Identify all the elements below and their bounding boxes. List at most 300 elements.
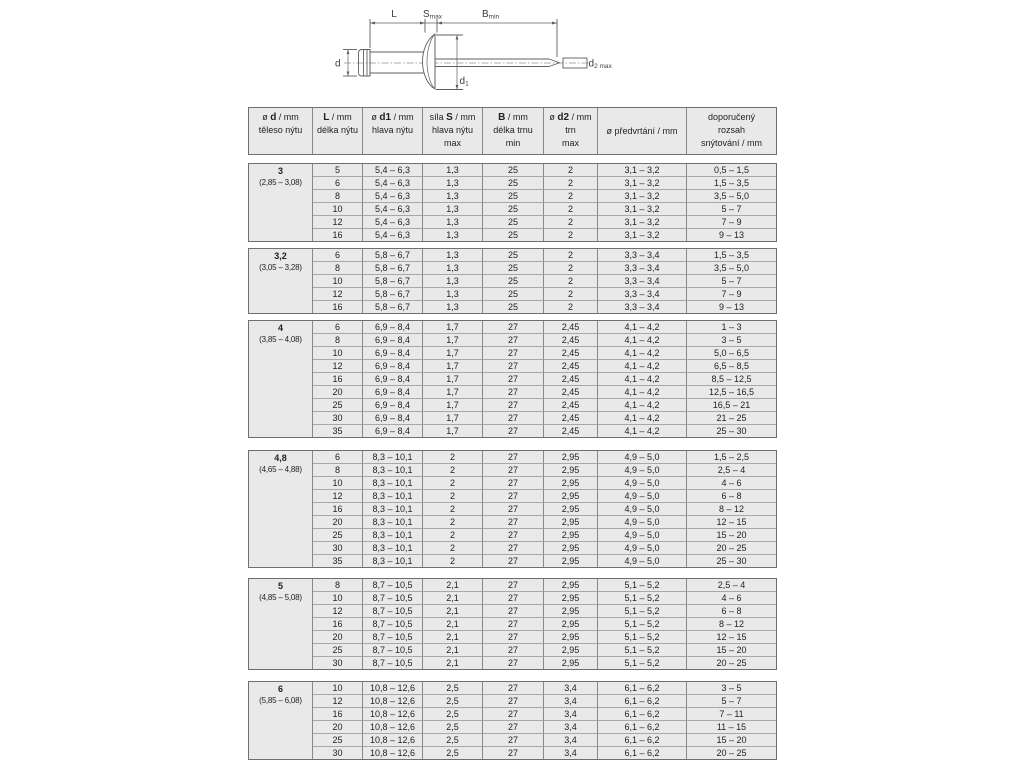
table-cell: 3,4 [544, 694, 598, 707]
size-range: (5,85 – 6,08) [259, 696, 302, 705]
header-cell-S: síla S / mm hlava nýtu max [423, 108, 483, 154]
table-cell: 1,7 [423, 321, 483, 333]
table-cell: 5,4 – 6,3 [363, 189, 423, 202]
table-cell: 8 [313, 463, 363, 476]
table-cell: 27 [483, 359, 544, 372]
table-cell: 1,3 [423, 287, 483, 300]
table-cell: 5,4 – 6,3 [363, 228, 423, 241]
table-cell: 6 [313, 176, 363, 189]
table-cell: 2 [544, 274, 598, 287]
table-cell: 27 [483, 554, 544, 567]
table-cell: 6 [313, 321, 363, 333]
table-cell: 10 [313, 476, 363, 489]
table-cell: 8 – 12 [687, 617, 776, 630]
table-cell: 1 – 3 [721, 322, 742, 332]
size-value: 4,8 [274, 453, 287, 463]
table-cell: 2 [544, 202, 598, 215]
table-cell: 1,7 [423, 385, 483, 398]
table-cell: 4,9 – 5,0 [598, 515, 687, 528]
table-cell: 4 – 6 [687, 476, 776, 489]
table-cell: 2,95 [544, 528, 598, 541]
table-cell: 21 – 25 [687, 411, 776, 424]
table-cell: 30 [313, 656, 363, 669]
table-cell: 27 [483, 463, 544, 476]
table-cell: 6,9 – 8,4 [363, 333, 423, 346]
table-cell: 3,3 – 3,4 [598, 261, 687, 274]
table-cell: 8 [313, 261, 363, 274]
table-cell: 10,8 – 12,6 [363, 682, 423, 694]
table-cell: 20 [313, 630, 363, 643]
table-cell: 5 – 7 [687, 274, 776, 287]
table-cell: 25 [313, 733, 363, 746]
table-cell: 8 – 12 [687, 502, 776, 515]
table-cell: 20 – 25 [687, 656, 776, 669]
table-cell: 20 – 25 [687, 746, 776, 759]
table-cell: 4,9 – 5,0 [598, 528, 687, 541]
table-cell: 6,9 – 8,4 [363, 359, 423, 372]
table-cell: 6,1 – 6,2 [598, 720, 687, 733]
table-cell: 27 [483, 333, 544, 346]
table-cell: 2,95 [544, 476, 598, 489]
table-cell: 2 [423, 515, 483, 528]
table-cell: 30 [313, 411, 363, 424]
table-cell: 3,5 – 5,0 [687, 261, 776, 274]
size-block [248, 163, 777, 242]
table-cell: 2 [423, 502, 483, 515]
table-cell: 1,3 [423, 189, 483, 202]
table-cell: 5,1 – 5,2 [598, 591, 687, 604]
table-cell: 4,1 – 4,2 [598, 424, 687, 437]
table-cell: 2,45 [544, 385, 598, 398]
size-range: (3,05 – 3,28) [259, 263, 302, 272]
table-cell: 30 [313, 541, 363, 554]
table-cell: 5,8 – 6,7 [363, 261, 423, 274]
table-cell: 6,9 – 8,4 [363, 385, 423, 398]
table-cell: 10,8 – 12,6 [363, 694, 423, 707]
table-cell: 27 [483, 528, 544, 541]
table-cell: 2 [544, 287, 598, 300]
size-cell [249, 579, 313, 669]
table-cell: 25 [483, 164, 544, 176]
table-cell: 20 [313, 385, 363, 398]
table-cell: 12 [313, 287, 363, 300]
table-cell: 4,9 – 5,0 [598, 554, 687, 567]
table-cell: 10,8 – 12,6 [363, 707, 423, 720]
table-cell: 6,9 – 8,4 [363, 321, 423, 333]
table-cell: 16,5 – 21 [687, 398, 776, 411]
table-cell: 2,95 [544, 579, 598, 591]
table-cell: 27 [483, 682, 544, 694]
table-cell: 3,1 – 3,2 [598, 176, 687, 189]
table-cell: 5,0 – 6,5 [687, 346, 776, 359]
table-cell: 27 [483, 707, 544, 720]
table-header [248, 107, 777, 155]
table-cell: 2,5 [423, 720, 483, 733]
table-cell: 5,8 – 6,7 [363, 274, 423, 287]
table-cell: 2 [544, 249, 598, 261]
table-cell: 5,8 – 6,7 [363, 287, 423, 300]
table-cell: 8,7 – 10,5 [363, 656, 423, 669]
table-cell: 27 [483, 502, 544, 515]
table-cell: 6,9 – 8,4 [363, 398, 423, 411]
table-cell: 8,3 – 10,1 [363, 489, 423, 502]
table-cell: 25 [313, 643, 363, 656]
table-cell: 2,95 [544, 656, 598, 669]
table-cell: 15 – 20 [687, 528, 776, 541]
table-cell: 2,95 [544, 515, 598, 528]
table-cell: 5,4 – 6,3 [363, 215, 423, 228]
table-cell: 5,8 – 6,7 [363, 249, 423, 261]
table-cell: 2,1 [423, 604, 483, 617]
table-cell: 16 [313, 300, 363, 313]
table-cell: 6,1 – 6,2 [598, 733, 687, 746]
size-value: 4 [277, 323, 283, 333]
table-cell: 5,1 – 5,2 [598, 643, 687, 656]
table-cell: 25 [483, 215, 544, 228]
table-cell: 2 [423, 463, 483, 476]
header-cell-d: ø d / mm těleso nýtu [249, 108, 313, 154]
table-cell: 7 – 9 [687, 287, 776, 300]
table-cell: 3,4 [544, 720, 598, 733]
table-cell: 6,9 – 8,4 [363, 424, 423, 437]
table-cell: 25 [313, 528, 363, 541]
table-cell: 1,7 [423, 346, 483, 359]
size-cell [249, 451, 313, 567]
table-cell: 5,1 – 5,2 [598, 579, 687, 591]
size-block [248, 681, 777, 760]
size-range: (3,85 – 4,08) [259, 335, 302, 344]
table-cell: 2,5 [423, 746, 483, 759]
rivet-drawing [343, 19, 590, 90]
table-cell: 2,45 [544, 424, 598, 437]
header-cell-rozsah: doporučený rozsah snýtování / mm [700, 112, 763, 148]
table-cell: 8,3 – 10,1 [363, 463, 423, 476]
table-cell: 2,95 [544, 541, 598, 554]
table-cell: 27 [483, 604, 544, 617]
table-cell: 1,7 [423, 411, 483, 424]
table-cell: 8,3 – 10,1 [363, 515, 423, 528]
table-cell: 2,95 [544, 604, 598, 617]
table-cell: 27 [483, 451, 544, 463]
table-cell: 2,95 [544, 591, 598, 604]
table-cell: 3,1 – 3,2 [598, 189, 687, 202]
table-cell: 2,45 [544, 398, 598, 411]
table-cell: 2,95 [544, 451, 598, 463]
table-cell: 2 [544, 228, 598, 241]
table-cell: 27 [483, 385, 544, 398]
table-cell: 2,5 [423, 707, 483, 720]
table-cell: 6,1 – 6,2 [598, 682, 687, 694]
table-cell: 11 – 15 [687, 720, 776, 733]
table-cell: 1,3 [423, 202, 483, 215]
table-cell: 2,1 [423, 617, 483, 630]
table-cell: 1,3 [423, 300, 483, 313]
table-cell: 2,45 [544, 372, 598, 385]
table-cell: 8,7 – 10,5 [363, 579, 423, 591]
table-cell: 4,9 – 5,0 [598, 489, 687, 502]
size-value: 3 [277, 166, 283, 176]
table-cell: 3,4 [544, 746, 598, 759]
table-cell: 10 [313, 274, 363, 287]
table-cell: 35 [313, 554, 363, 567]
dim-d-label: d [335, 58, 341, 70]
table-cell: 1,7 [423, 333, 483, 346]
table-cell: 3,4 [544, 707, 598, 720]
table-cell: 8,3 – 10,1 [363, 502, 423, 515]
table-cell: 27 [483, 411, 544, 424]
table-cell: 27 [483, 643, 544, 656]
table-cell: 2,95 [544, 463, 598, 476]
table-cell: 27 [483, 733, 544, 746]
table-cell: 30 [313, 746, 363, 759]
size-block [248, 320, 777, 438]
table-cell: 1,3 [423, 249, 483, 261]
table-cell: 4,9 – 5,0 [598, 502, 687, 515]
table-cell: 2,95 [544, 554, 598, 567]
table-cell: 4,1 – 4,2 [598, 321, 687, 333]
table-cell: 5,8 – 6,7 [363, 300, 423, 313]
table-cell: 9 – 13 [687, 300, 776, 313]
table-cell: 6,9 – 8,4 [363, 346, 423, 359]
table-cell: 2 [544, 176, 598, 189]
table-cell: 25 [483, 249, 544, 261]
size-cell [249, 249, 313, 313]
table-cell: 20 [313, 720, 363, 733]
table-cell: 4,9 – 5,0 [598, 476, 687, 489]
table-cell: 2 [544, 300, 598, 313]
table-cell: 5,1 – 5,2 [598, 617, 687, 630]
table-cell: 25 – 30 [687, 554, 776, 567]
table-cell: 25 [483, 228, 544, 241]
table-cell: 4,9 – 5,0 [598, 541, 687, 554]
table-cell: 2,45 [544, 321, 598, 333]
table-cell: 1,3 [423, 261, 483, 274]
table-cell: 12,5 – 16,5 [687, 385, 776, 398]
table-cell: 15 – 20 [687, 733, 776, 746]
table-cell: 4,1 – 4,2 [598, 385, 687, 398]
table-cell: 6 [313, 451, 363, 463]
table-cell: 12 [313, 604, 363, 617]
table-cell: 3,1 – 3,2 [598, 202, 687, 215]
table-cell: 27 [483, 489, 544, 502]
table-cell: 8,3 – 10,1 [363, 554, 423, 567]
table-cell: 2 [544, 164, 598, 176]
table-cell: 3,3 – 3,4 [598, 249, 687, 261]
table-cell: 2,1 [423, 630, 483, 643]
table-cell: 20 – 25 [687, 541, 776, 554]
table-cell: 4,1 – 4,2 [598, 333, 687, 346]
table-cell: 6 – 8 [687, 604, 776, 617]
table-cell: 9 – 13 [687, 228, 776, 241]
size-range: (4,85 – 5,08) [259, 593, 302, 602]
table-cell: 6,1 – 6,2 [598, 707, 687, 720]
table-cell: 16 [313, 707, 363, 720]
table-cell: 3,3 – 3,4 [598, 287, 687, 300]
table-cell: 10 [313, 682, 363, 694]
table-cell: 16 [313, 502, 363, 515]
table-cell: 2 [544, 261, 598, 274]
table-cell: 10,8 – 12,6 [363, 720, 423, 733]
table-cell: 10,8 – 12,6 [363, 733, 423, 746]
size-value: 3,2 [274, 251, 287, 261]
table-cell: 25 [483, 287, 544, 300]
table-cell: 2,1 [423, 656, 483, 669]
table-cell: 6 – 8 [687, 489, 776, 502]
table-cell: 6,1 – 6,2 [598, 746, 687, 759]
table-cell: 27 [483, 424, 544, 437]
size-cell [249, 321, 313, 437]
table-cell: 3,4 [544, 682, 598, 694]
table-cell: 3,3 – 3,4 [598, 274, 687, 287]
table-cell: 27 [483, 720, 544, 733]
table-cell: 4 – 6 [687, 591, 776, 604]
table-cell: 5 – 7 [687, 694, 776, 707]
dim-d1-label: d1 [459, 76, 469, 88]
table-cell: 1,5 – 3,5 [687, 176, 776, 189]
rivet-diagram [330, 2, 630, 98]
header-cell-predvrtani: ø předvrtání / mm [598, 108, 687, 154]
table-cell: 27 [483, 630, 544, 643]
table-cell: 3,4 [544, 733, 598, 746]
table-cell: 2,5 [423, 733, 483, 746]
table-cell: 25 [483, 176, 544, 189]
dim-L-label: L [391, 9, 397, 20]
table-cell: 5 – 7 [687, 202, 776, 215]
table-cell: 1,3 [423, 176, 483, 189]
table-cell: 8,7 – 10,5 [363, 643, 423, 656]
table-cell: 10 [313, 202, 363, 215]
table-cell: 2 [423, 528, 483, 541]
table-cell: 2,95 [544, 502, 598, 515]
table-cell: 6,1 – 6,2 [598, 694, 687, 707]
size-value: 6 [277, 684, 283, 694]
table-cell: 25 [483, 189, 544, 202]
table-cell: 4,9 – 5,0 [598, 451, 687, 463]
table-cell: 3 – 5 [687, 333, 776, 346]
table-cell: 1,3 [423, 274, 483, 287]
table-cell: 25 [483, 300, 544, 313]
table-cell: 2,5 – 4 [687, 463, 776, 476]
table-cell: 2 [423, 451, 483, 463]
table-cell: 2,5 – 4 [717, 580, 746, 590]
table-cell: 1,7 [423, 398, 483, 411]
table-cell: 8,3 – 10,1 [363, 528, 423, 541]
table-cell: 4,1 – 4,2 [598, 372, 687, 385]
table-cell: 1,3 [423, 228, 483, 241]
table-cell: 7 – 11 [687, 707, 776, 720]
table-cell: 2,95 [544, 617, 598, 630]
table-cell: 27 [483, 579, 544, 591]
table-cell: 4,1 – 4,2 [598, 398, 687, 411]
table-cell: 3,1 – 3,2 [598, 228, 687, 241]
table-cell: 20 [313, 515, 363, 528]
table-cell: 27 [483, 694, 544, 707]
table-cell: 12 – 15 [687, 515, 776, 528]
table-cell: 27 [483, 321, 544, 333]
table-cell: 10 [313, 591, 363, 604]
table-cell: 1,7 [423, 372, 483, 385]
size-block [248, 578, 777, 670]
table-cell: 5,1 – 5,2 [598, 656, 687, 669]
table-cell: 2 [423, 489, 483, 502]
table-cell: 2,45 [544, 411, 598, 424]
dim-d2-label: d2 max [588, 58, 612, 70]
table-cell: 1,7 [423, 424, 483, 437]
table-cell: 6 [313, 249, 363, 261]
table-cell: 10 [313, 346, 363, 359]
table-cell: 8,3 – 10,1 [363, 451, 423, 463]
table-cell: 12 [313, 215, 363, 228]
table-cell: 5,1 – 5,2 [598, 630, 687, 643]
table-cell: 5,4 – 6,3 [363, 164, 423, 176]
table-cell: 2,45 [544, 346, 598, 359]
table-cell: 35 [313, 424, 363, 437]
table-cell: 6,9 – 8,4 [363, 372, 423, 385]
table-cell: 2,1 [423, 591, 483, 604]
table-cell: 2,45 [544, 333, 598, 346]
dim-B-label: Bmin [482, 9, 500, 21]
table-cell: 16 [313, 372, 363, 385]
table-cell: 2 [544, 215, 598, 228]
table-cell: 27 [483, 656, 544, 669]
table-cell: 2 [423, 476, 483, 489]
size-block [248, 450, 777, 568]
table-cell: 3,1 – 3,2 [598, 164, 687, 176]
table-cell: 3,3 – 3,4 [598, 300, 687, 313]
size-cell [249, 682, 313, 759]
table-cell: 8,5 – 12,5 [687, 372, 776, 385]
header-cell-L: L / mm délka nýtu [313, 108, 363, 154]
table-cell: 2,5 [423, 682, 483, 694]
table-cell: 8,3 – 10,1 [363, 476, 423, 489]
table-cell: 1,5 – 3,5 [713, 250, 750, 260]
table-cell: 6,9 – 8,4 [363, 411, 423, 424]
table-cell: 4,1 – 4,2 [598, 359, 687, 372]
table-cell: 27 [483, 617, 544, 630]
table-cell: 8 [313, 333, 363, 346]
table-cell: 1,7 [423, 359, 483, 372]
table-cell: 5,1 – 5,2 [598, 604, 687, 617]
table-cell: 1,5 – 2,5 [713, 452, 750, 462]
table-cell: 8,7 – 10,5 [363, 591, 423, 604]
table-cell: 3,5 – 5,0 [687, 189, 776, 202]
table-cell: 16 [313, 228, 363, 241]
table-cell: 12 [313, 359, 363, 372]
table-cell: 4,1 – 4,2 [598, 346, 687, 359]
table-cell: 25 [483, 274, 544, 287]
table-cell: 8,7 – 10,5 [363, 630, 423, 643]
size-range: (2,85 – 3,08) [259, 178, 302, 187]
table-cell: 27 [483, 746, 544, 759]
table-cell: 0,5 – 1,5 [713, 165, 750, 175]
table-cell: 2 [544, 189, 598, 202]
size-block [248, 248, 777, 314]
table-cell: 2,95 [544, 489, 598, 502]
table-cell: 10,8 – 12,6 [363, 746, 423, 759]
table-cell: 27 [483, 346, 544, 359]
table-cell: 27 [483, 476, 544, 489]
table-cell: 8,7 – 10,5 [363, 604, 423, 617]
table-cell: 25 – 30 [687, 424, 776, 437]
table-cell: 2 [423, 554, 483, 567]
size-cell [249, 164, 313, 241]
table-cell: 27 [483, 515, 544, 528]
table-cell: 2,1 [423, 579, 483, 591]
table-cell: 27 [483, 591, 544, 604]
table-cell: 5 [313, 164, 363, 176]
table-cell: 27 [483, 398, 544, 411]
table-cell: 6,5 – 8,5 [687, 359, 776, 372]
